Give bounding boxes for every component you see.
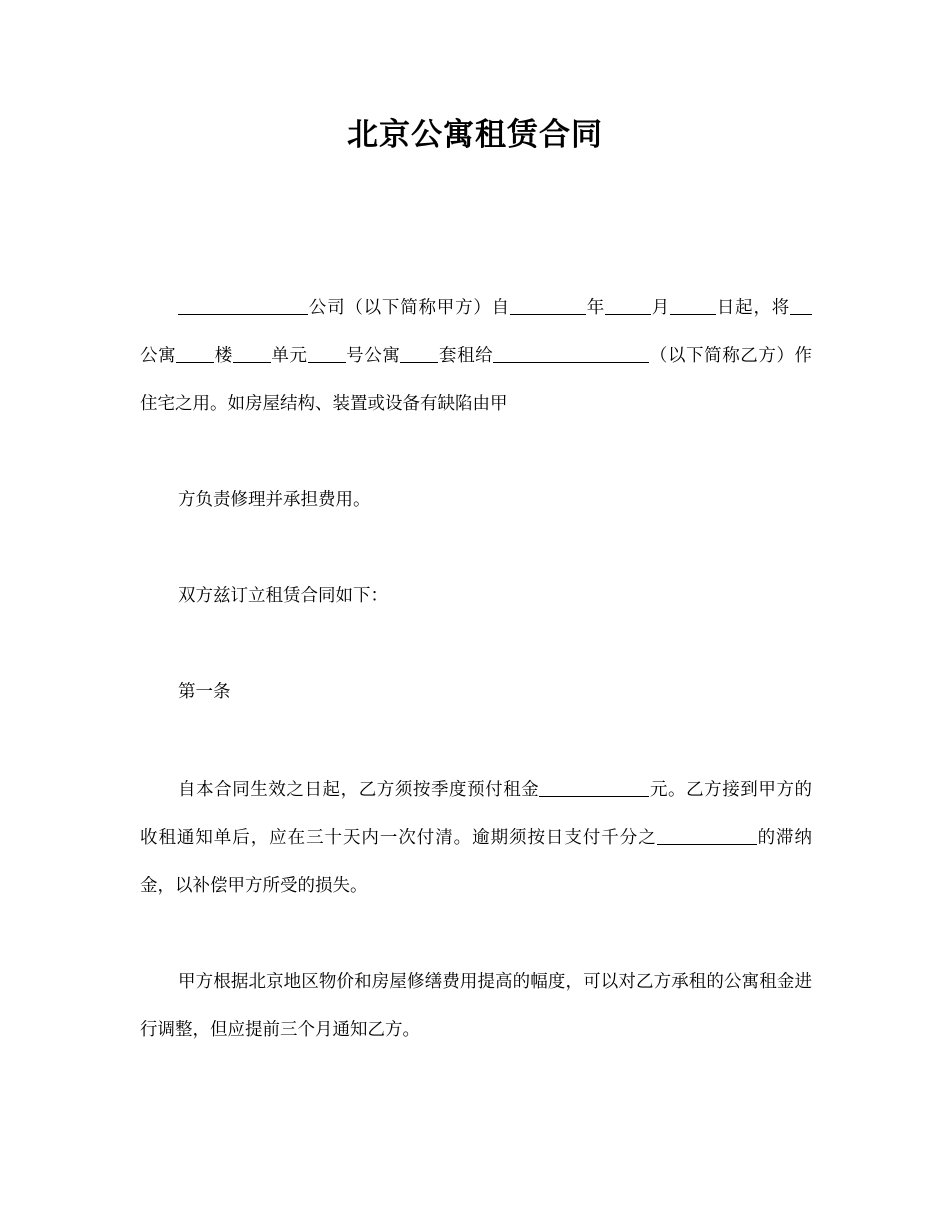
blank-unit — [233, 345, 271, 363]
text-segment: 公寓 — [140, 346, 177, 366]
blank-company-name — [178, 297, 308, 315]
text-segment: 的滞纳金，以补偿甲方所受的损失。 — [140, 828, 813, 896]
blank-suite-count — [400, 345, 438, 363]
text-segment: 号公寓 — [345, 346, 401, 366]
paragraph-rent-adjustment: 甲方根据北京地区物价和房屋修缮费用提高的幅度，可以对乙方承租的公寓租金进行调整，但应提前三个月通知乙方。 — [140, 972, 812, 1040]
paragraph-rent-payment — [140, 766, 812, 910]
article-heading: 第一条 — [178, 682, 231, 702]
blank-late-fee-rate — [657, 827, 757, 845]
paragraph-agreement-intro: 双方兹订立租赁合同如下： — [178, 586, 388, 606]
blank-rent-amount — [539, 779, 649, 797]
blank-year — [510, 297, 586, 315]
text-segment: 月 — [651, 298, 671, 318]
text-segment: 公司（以下简称甲方）自 — [308, 298, 510, 318]
blank-building — [176, 345, 214, 363]
text-segment: 套租给 — [438, 346, 494, 366]
paragraph-lease-intro — [140, 284, 812, 428]
text-segment: 年 — [585, 298, 606, 318]
text-segment: 自本合同生效之日起，乙方须按季度预付租金 — [178, 780, 540, 800]
blank-month — [605, 297, 651, 315]
blank-apartment-name — [790, 297, 812, 315]
document-title: 北京公寓租赁合同 — [347, 117, 603, 153]
blank-tenant-name — [493, 345, 649, 363]
text-segment: 元。乙方接到甲方的收租通知单后，应在三十天内一次付清。逾期须按日支付千分之 — [140, 780, 813, 848]
blank-day — [670, 297, 716, 315]
text-segment: 日起，将 — [716, 298, 791, 318]
paragraph-repair-responsibility: 方负责修理并承担费用。 — [178, 490, 371, 510]
text-segment: 楼 — [214, 346, 233, 366]
blank-apartment-number — [308, 345, 346, 363]
text-segment: （以下简称乙方）作住宅之用。如房屋结构、装置或设备有缺陷由甲 — [140, 346, 813, 414]
text-segment: 单元 — [270, 346, 308, 366]
